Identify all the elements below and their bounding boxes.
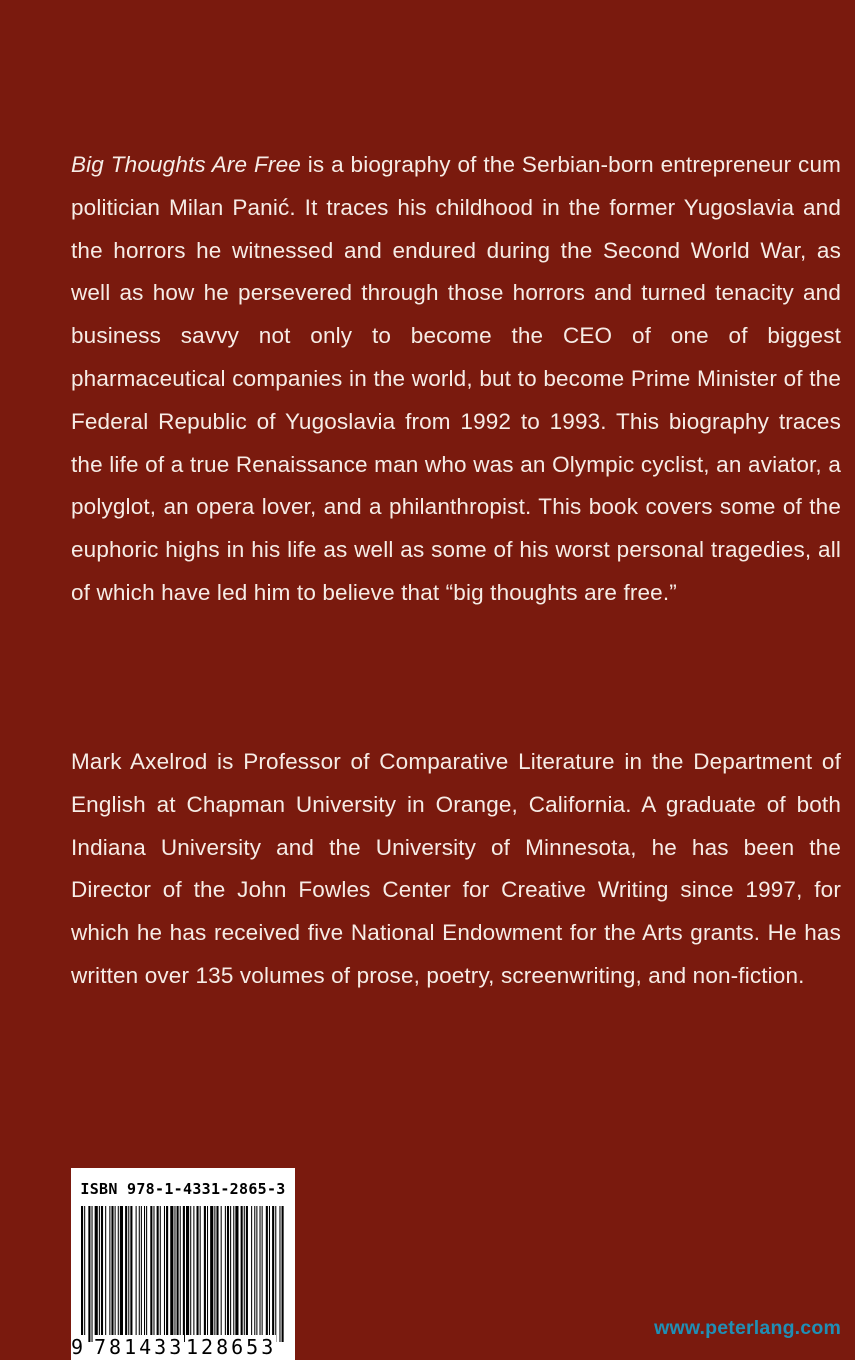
barcode-bar xyxy=(193,1206,194,1342)
barcode-bar xyxy=(111,1206,113,1342)
barcode-bar xyxy=(225,1206,226,1342)
barcode-bar xyxy=(210,1206,213,1342)
barcode-bar xyxy=(101,1206,103,1342)
barcode-bar xyxy=(230,1206,231,1342)
barcode-bar xyxy=(170,1206,173,1342)
barcode-bar xyxy=(235,1206,238,1342)
barcode-bar xyxy=(120,1206,123,1342)
barcode-bar xyxy=(214,1206,215,1342)
barcode-bar xyxy=(262,1206,263,1342)
barcode-bar xyxy=(204,1206,206,1342)
barcode-digits-right: 128653 xyxy=(186,1335,277,1359)
publisher-website-link[interactable]: www.peterlang.com xyxy=(654,1317,841,1339)
barcode-digits-left: 781433 xyxy=(94,1335,185,1359)
barcode-bar xyxy=(128,1206,129,1342)
barcode-bar xyxy=(207,1206,208,1342)
book-title: Big Thoughts Are Free xyxy=(71,152,301,177)
barcode-bar xyxy=(254,1206,255,1342)
barcode-bar xyxy=(118,1206,119,1342)
barcode-bar xyxy=(272,1206,274,1342)
barcode-bar xyxy=(190,1206,191,1342)
barcode-bar xyxy=(279,1206,280,1342)
barcode-bar xyxy=(125,1206,127,1342)
barcode-bars xyxy=(81,1206,285,1342)
barcode-bar xyxy=(81,1206,83,1342)
barcode-bar xyxy=(244,1206,245,1342)
barcode-bar xyxy=(115,1206,116,1342)
barcode-bar xyxy=(153,1206,154,1342)
barcode-bar xyxy=(139,1206,140,1342)
barcode-bar xyxy=(197,1206,199,1342)
barcode-bar xyxy=(92,1206,93,1342)
barcode-bar xyxy=(84,1206,85,1342)
barcode-bar xyxy=(141,1206,142,1342)
barcode-digit-first: 9 xyxy=(71,1335,87,1359)
barcode-bar xyxy=(109,1206,110,1342)
isbn-barcode xyxy=(71,1168,295,1360)
barcode-bar xyxy=(144,1206,145,1342)
barcode-bar xyxy=(99,1206,100,1342)
barcode-bar xyxy=(275,1206,276,1342)
barcode-bar xyxy=(246,1206,248,1342)
barcode-bar xyxy=(269,1206,270,1342)
barcode-bar xyxy=(266,1206,268,1342)
barcode-bar xyxy=(95,1206,98,1342)
barcode-bar xyxy=(157,1206,159,1342)
barcode-bar xyxy=(221,1206,222,1342)
barcode-bar xyxy=(256,1206,257,1342)
book-description-text: is a biography of the Serbian-born entrepreneur cum politician Milan Panić. It traces his childhood in the former Yugoslavia and the horrors he witnessed and endured during the Second World War, as well as how he persevered through those horrors and turned tenacity and business savvy not only to become the CEO of one of biggest pharmaceutical companies in the world, but to become Prime Minister of the Federal Republic of Yugoslavia from 1992 to 1993. This biography traces the life of a true Renaissance man who was an Olympic cyclist, an aviator, a polyglot, an opera lover, and a philanthropist. This book covers some of the euphoric highs in his life as well as some of his worst personal tragedies, all of which have led him to believe that “big thoughts are free.” xyxy=(71,152,842,605)
barcode-bar xyxy=(216,1206,218,1342)
barcode-bar xyxy=(164,1206,165,1342)
barcode-bar xyxy=(200,1206,201,1342)
barcode-bar xyxy=(160,1206,161,1342)
barcode-bar xyxy=(88,1206,90,1342)
barcode-bar xyxy=(136,1206,137,1342)
barcode-bar xyxy=(227,1206,229,1342)
barcode-bar xyxy=(241,1206,243,1342)
barcode-bar xyxy=(260,1206,261,1342)
book-description xyxy=(71,144,841,615)
isbn-label: ISBN 978-1-4331-2865-3 xyxy=(80,1180,286,1198)
barcode-bar xyxy=(183,1206,185,1342)
barcode-bar xyxy=(146,1206,147,1342)
barcode-bar xyxy=(130,1206,132,1342)
barcode-bar xyxy=(105,1206,106,1342)
barcode-bar xyxy=(177,1206,179,1342)
barcode-bar xyxy=(150,1206,152,1342)
barcode-bar xyxy=(174,1206,175,1342)
author-biography: Mark Axelrod is Professor of Comparative Literature in the Department of English at Chapman University in Orange, California. A graduate of both Indiana University and the University of Minnesota, he has been the Director of the John Fowles Center for Creative Writing since 1997, for which he has received five National Endowment for the Arts grants. He has written over 135 volumes of prose, poetry, screenwriting, and non-fiction. xyxy=(71,749,841,988)
barcode-bar xyxy=(282,1206,284,1342)
barcode-bar xyxy=(186,1206,189,1342)
barcode-bar xyxy=(233,1206,234,1342)
barcode-bar xyxy=(166,1206,168,1342)
barcode-bar xyxy=(180,1206,181,1342)
barcode-bar xyxy=(251,1206,252,1342)
